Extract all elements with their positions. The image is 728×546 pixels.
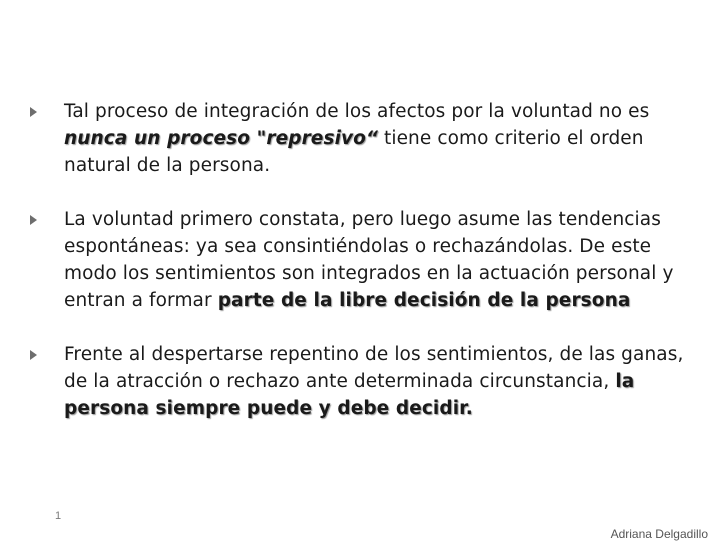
bullet-item: [30, 341, 694, 422]
bullet-item: [30, 98, 694, 179]
bullet-emphasis: la persona siempre puede y debe decidir.: [64, 371, 635, 419]
triangle-bullet-icon: [30, 215, 37, 225]
bullet-text-continued: tiene como criterio el orden natural de la persona.: [64, 128, 644, 176]
bullet-item: [30, 206, 694, 314]
bullet-emphasis: nunca un proceso "represivo“: [64, 128, 378, 149]
triangle-bullet-icon: [30, 350, 37, 360]
bullet-list: [30, 98, 694, 422]
triangle-bullet-icon: [30, 107, 37, 117]
footer-author: Adriana Delgadillo: [610, 527, 708, 541]
bullet-emphasis: parte de la libre decisión de la persona: [217, 290, 631, 311]
slide-number: 1: [55, 510, 62, 522]
bullet-text: Frente al despertarse repentino de los sentimientos, de las ganas, de la atracción o rechazo ante determinada circunstancia,: [64, 344, 684, 392]
bullet-text: La voluntad primero constata, pero luego asume las tendencias espontáneas: ya sea consintiéndolas o rechazándolas. De este modo los sentimientos son integrados en la actuación personal y entran a formar: [64, 209, 674, 311]
bullet-text: Tal proceso de integración de los afectos por la voluntad no es: [64, 101, 650, 122]
